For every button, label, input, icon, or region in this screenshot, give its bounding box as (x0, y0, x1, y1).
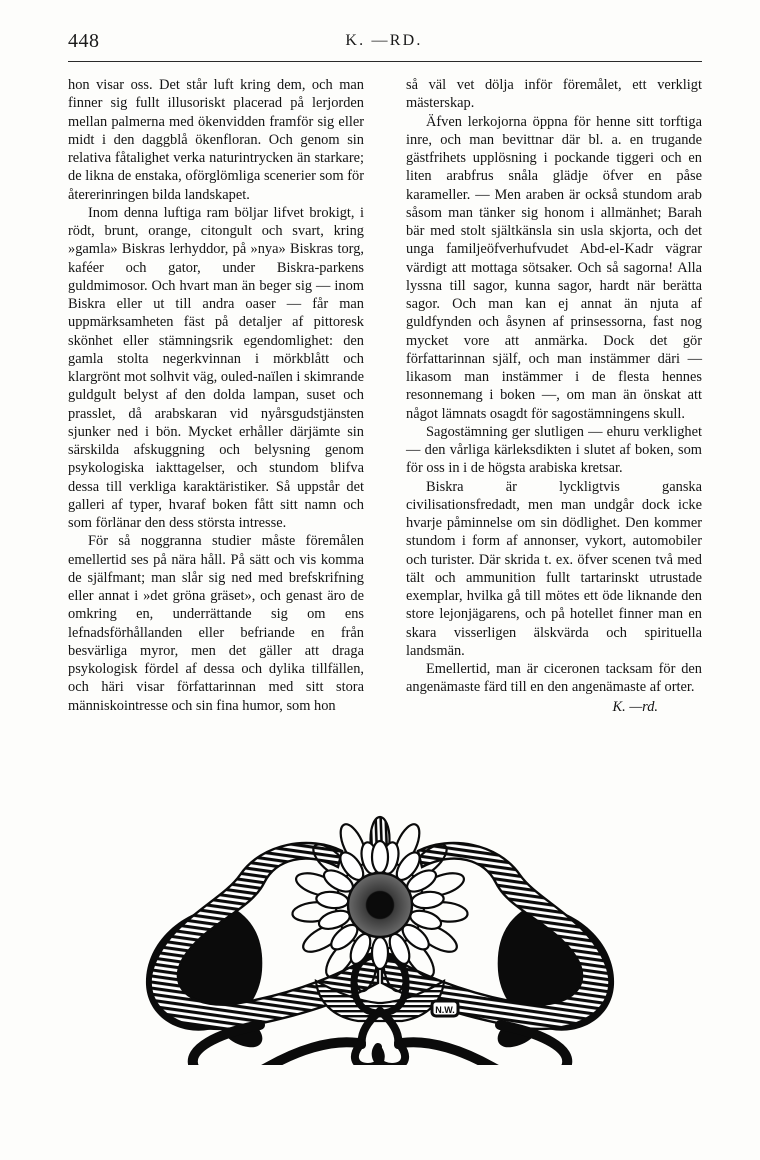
page-number: 448 (68, 30, 100, 52)
paragraph: Sagostämning ger slutligen — ehuru verklighet — den vårliga kärleksdikten i slutet af boken, som för oss in i de högsta arabiska kretsar. (406, 423, 702, 477)
running-head (68, 30, 700, 56)
paragraph: Emellertid, man är ciceronen tacksam för den angenämaste färd till en den angenämaste af orter. (406, 661, 702, 696)
paragraph: så väl vet dölja inför föremålet, ett verkligt mästerskap. (406, 77, 702, 112)
column-left (68, 76, 364, 715)
sunflower-head (291, 817, 468, 993)
art-nouveau-sunflower-ornament (110, 805, 650, 1065)
paragraph: Biskra är lyckligtvis ganska civilisationsfredadt, men man undgår dock icke hvarje påminnelse om sin dödlighet. Den kommer stundom i form af annonser, vykort, automobiler och turister. Där skrida t. ex. öfver scenen två med tält och ammunition fullt tartarinskt utrustade exemplar, hvilka gå till mötes ett öde liknande den store lejonjägarens, och på hotellet finner man en skara visserligen älskvärda och spirituella landsmän. (406, 478, 702, 659)
sunflower-outer-petals (291, 817, 468, 993)
text-body (68, 76, 702, 786)
ornament-ink (146, 817, 614, 1065)
running-head-title: K. —RD. (345, 32, 423, 49)
artist-monogram (432, 1001, 458, 1016)
column-right (406, 76, 702, 716)
left-scroll-arm (193, 1025, 358, 1065)
paragraph: Äfven lerkojorna öppna för henne sitt torftiga inre, och man bevittnar där bl. a. en trugande gästfrihets upplösning i pockande tiggeri och en liten arabfrus snåla glädje öfver en påse karameller. — Men araben är också stundom arab såsom man tänker sig honom i allmänhet; Barah bär med stolt själtkänsla sin usla skjorta, och det unga familjeöfverhufvudet Abd-el-Kadr vägrar värdigt att mottaga sötsaker. Och så sagorna! Alla lyssna till sagor, kunna sagor, hardt när berätta sagor. Och man kan ej annat än njuta af guldfynden och åsynen af prinsessorna, fast nog mycket vore att anmärka. Dock det gör författarinnan själf, och man instämmer däri — likasom man instämmer i de flesta hennes resonnemang i boken —, om man än önskat att något lämnats osagdt för sagostämningens skull. (406, 113, 702, 422)
monogram-text: N.W. (435, 1005, 455, 1015)
paragraph: För så noggranna studier måste föremålen emellertid ses på nära håll. På sätt och vis komma de själfmant; man slår sig ned med brefskrifning eller annat i »det gröna gräset», och genast äro de omkring en, underrättande sig om ens lefnadsförhållanden eller befriande en från besvärliga myror, men det gäller att draga psykologisk fördel af dessa och dylika tillfällen, och häri visar författarinnan med sitt stora människointresse och sin fina humor, som hon (68, 533, 364, 714)
header-rule (68, 61, 702, 62)
right-scroll-arm (402, 1025, 567, 1065)
paragraph: Inom denna luftiga ram böljar lifvet brokigt, i rödt, brunt, orange, citongult och svart, kring »gamla» Biskras lerhyddor, på »nya» Biskras torg, kaféer och gator, under Biskra-parkens guldmimosor. Och hvart man än beger sig — inom Biskra eller ut till andra oaser — får man uppmärksamheten fäst på detaljer af pittoresk skönhet eller stämningsrik egendomlighet: den gamla stolta negerkvinnan i mörkblått och klargrönt mot solhvit väg, ouled-naïlen i skimrande guldgult belyst af den dolda lampan, suset och prasslet, då arabskaran vid nyårsgudstjänsten sjunker ned i bön. Mycket erhåller därjämte sin särskilda afskuggning och belysning genom psykologiska iakttagelser, och stundom blifva dessa till verkliga karaktäristiker. Så uppstår det galleri af typer, hvaraf boken fått sitt namn och som förlänar den dess största intresse. (68, 204, 364, 531)
paragraph: hon visar oss. Det står luft kring dem, och man finner sig fullt illusoriskt placerad på lerjorden mellan palmerna med ökenvidden framför sig eller midt i den daggblå ökenfloran. Och genom sin relativa fåtalighet verka naturintrycken än starkare; de likna de enstaka, oförglömliga scenerier som för återerinringen bilda landskapet. (68, 77, 364, 203)
sunflower-center (368, 893, 392, 917)
vignette-container (0, 805, 760, 1075)
author-signature: K. —rd. (612, 698, 658, 715)
